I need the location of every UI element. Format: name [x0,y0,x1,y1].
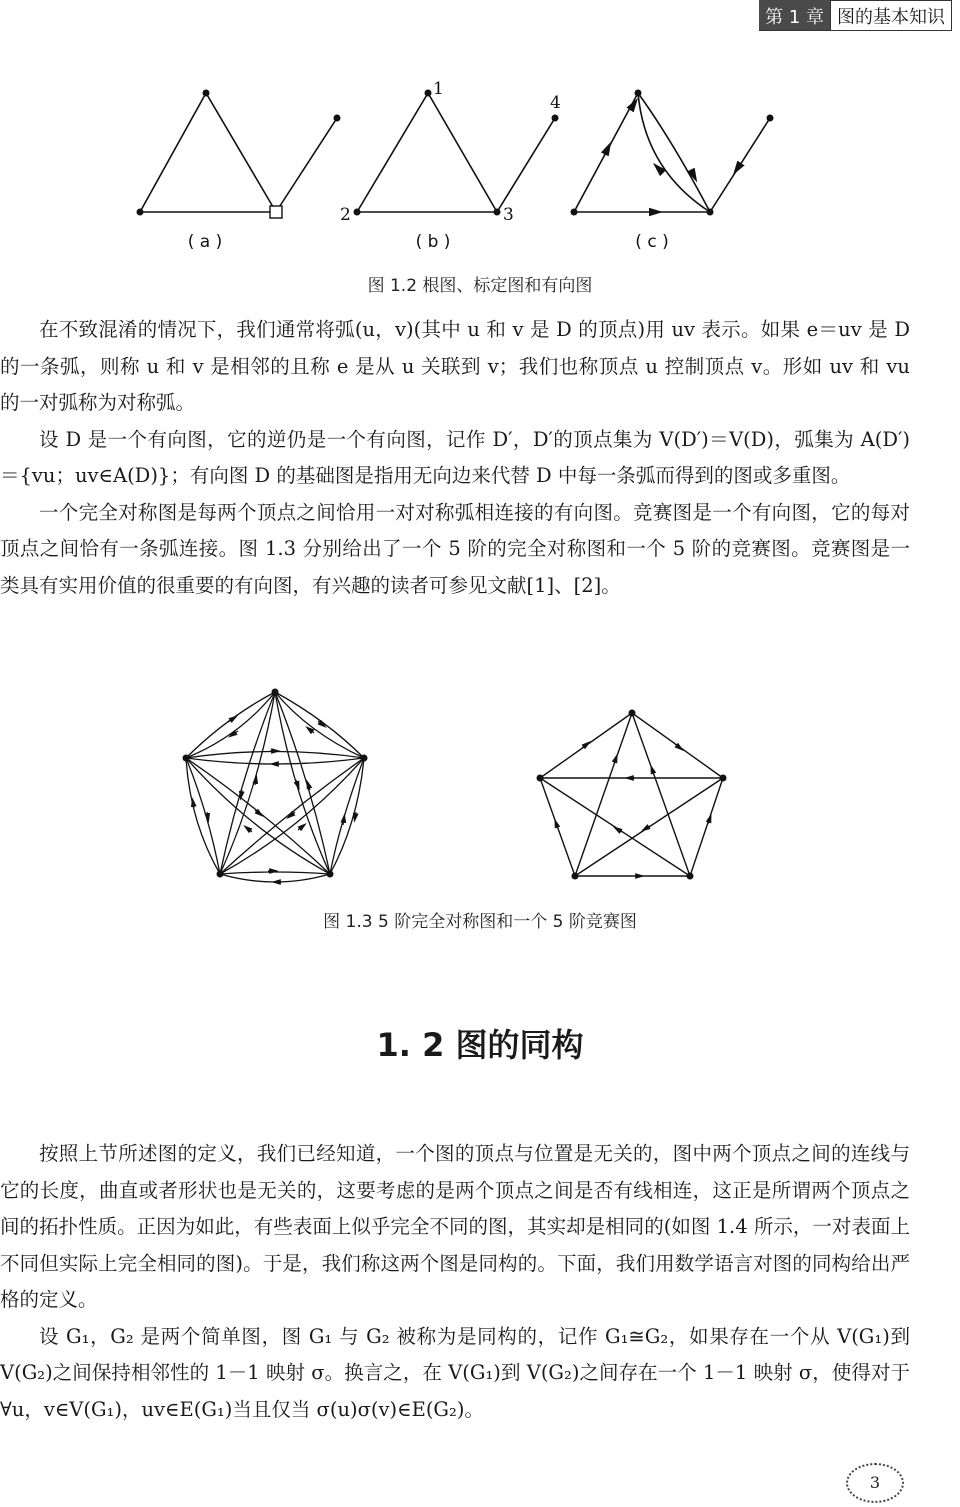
root-vertex [270,206,282,218]
figure-1-3 [0,680,960,890]
sublabel-b: ( b ) [415,232,451,252]
figure-1-2 [0,70,960,260]
chapter-label: 第 1 章 [759,0,830,30]
sublabel-c: ( c ) [635,232,669,252]
paragraph: 设 G₁，G₂ 是两个简单图，图 G₁ 与 G₂ 被称为是同构的，记作 G₁≅G₂，如果存在一个从 V(G₁)到 V(G₂)之间保持相邻性的 1－1 映射 σ。换言之，在 V(G₁)到 V(G₂)之间存在一个 1－1 映射 σ，使得对于∀u，v∈V(G₁)，uv∈E(G₁)当且仅当 σ(u)σ(v)∈E(G₂)。 [0,1324,910,1421]
body-text-2 [0,1136,910,1428]
section-title: 1. 2 图的同构 [376,1026,584,1064]
sublabel-a: ( a ) [187,232,223,252]
page-number: 3 [846,1463,904,1503]
body-text-1 [0,312,910,604]
figure-1-3-caption: 图 1.3 5 阶完全对称图和一个 5 阶竞赛图 [323,912,637,932]
vertex-label-2: 2 [340,205,351,225]
paragraph: 在不致混淆的情况下，我们通常将弧(u，v)(其中 u 和 v 是 D 的顶点)用 uv 表示。如果 e＝uv 是 D 的一条弧，则称 u 和 v 是相邻的且称 e 是从 u 关联到 v；我们也称顶点 u 控制顶点 v。形如 uv 和 vu 的一对弧称为对称弧。 [0,318,910,414]
figure-1-2-caption: 图 1.2 根图、标定图和有向图 [367,276,593,296]
paragraph: 按照上节所述图的定义，我们已经知道，一个图的顶点与位置是无关的，图中两个顶点之间的连线与它的长度，曲直或者形状也是无关的，这要考虑的是两个顶点之间是否有线相连，这正是所谓两个顶点之间的拓扑性质。正因为如此，有些表面上似乎完全不同的图，其实却是相同的(如图 1.4 所示，一对表面上不同但实际上完全相同的图)。于是，我们称这两个图是同构的。下面，我们用数学语言对图的同构给出严格的定义。 [0,1142,910,1311]
paragraph: 设 D 是一个有向图，它的逆仍是一个有向图，记作 D′，D′的顶点集为 V(D′)＝V(D)，弧集为 A(D′)＝{vu；uv∈A(D)}；有向图 D 的基础图是指用无向边来代替 D 中每一条弧而得到的图或多重图。 [0,427,910,487]
vertex-label-1: 1 [433,79,444,99]
chapter-title: 图的基本知识 [830,0,952,30]
vertex-label-3: 3 [503,205,514,225]
vertex-label-4: 4 [550,93,561,113]
running-header [759,0,952,31]
paragraph: 一个完全对称图是每两个顶点之间恰用一对对称弧相连接的有向图。竞赛图是一个有向图，它的每对顶点之间恰有一条弧连接。图 1.3 分别给出了一个 5 阶的完全对称图和一个 5 阶的竞赛图。竞赛图是一类具有实用价值的很重要的有向图，有兴趣的读者可参见文献[1]、[2]。 [0,500,910,597]
